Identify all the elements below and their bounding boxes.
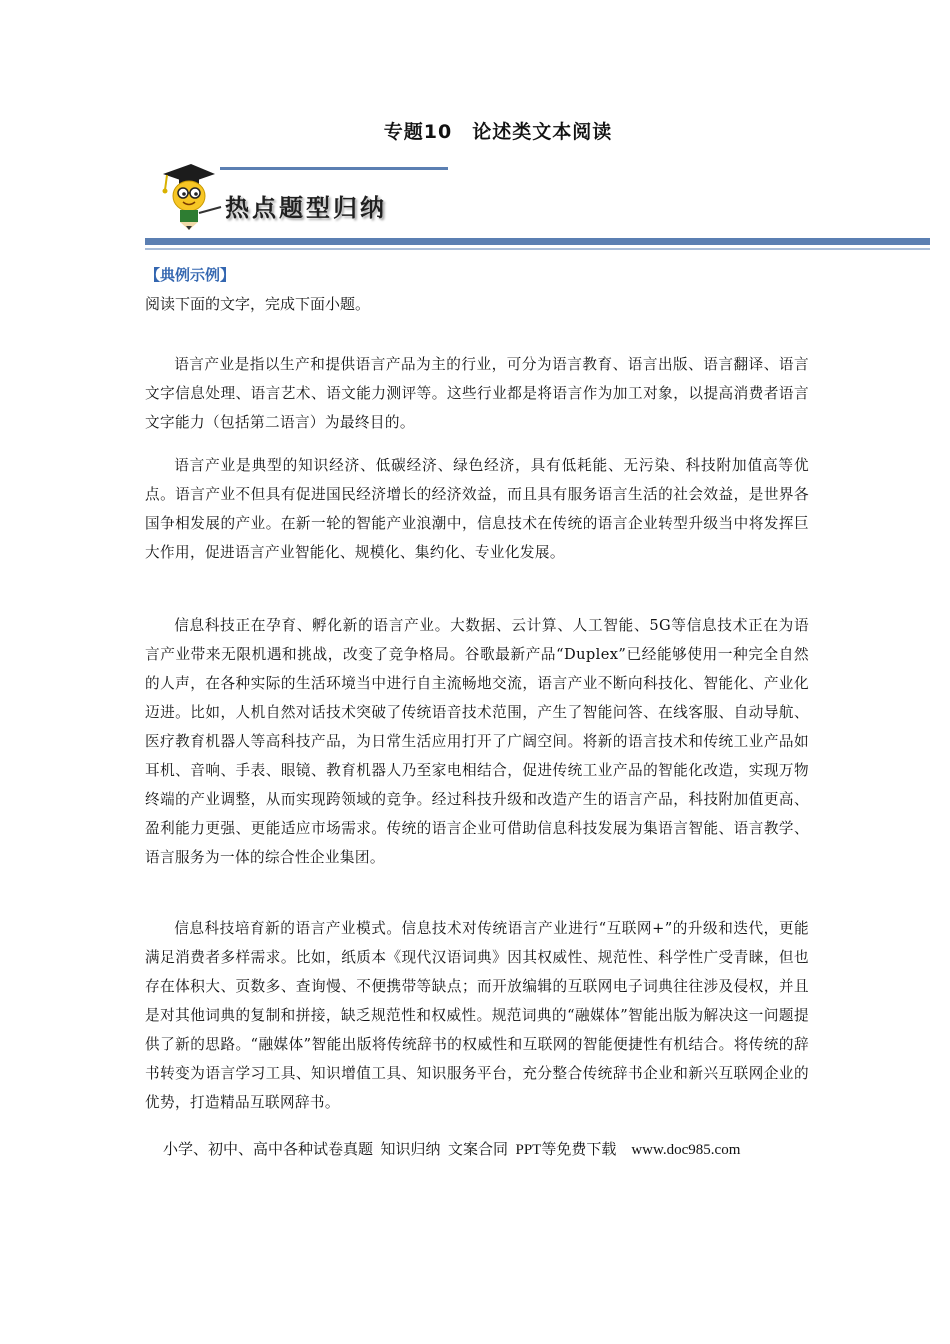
footer-download-note: 小学、初中、高中各种试卷真题 知识归纳 文案合同 PPT等免费下载 www.doc985.com (163, 1142, 741, 1158)
passage-paragraph-4: 信息科技培育新的语言产业模式。信息技术对传统语言产业进行“互联网+”的升级和迭代，更能满足消费者多样需求。比如，纸质本《现代汉语词典》因其权威性、规范性、科学性广受青睐，但也存在体积大、页数多、查询慢、不便携带等缺点；而开放编辑的互联网电子词典往往涉及侵权，并且是对其他词典的复制和拼接，缺乏规范性和权威性。规范词典的“融媒体”智能出版为解决这一问题提供了新的思路。“融媒体”智能出版将传统辞书的权威性和互联网的智能便捷性有机结合。将传统的辞书转变为语言学习工具、知识增值工具、知识服务平台，充分整合传统辞书企业和新兴互联网企业的优势，打造精品互联网辞书。 (145, 919, 809, 1111)
passage-paragraph-1: 语言产业是指以生产和提供语言产品为主的行业，可分为语言教育、语言出版、语言翻译、语言文字信息处理、语言艺术、语文能力测评等。这些行业都是将语言作为加工对象，以提高消费者语言文字能力（包括第二语言）为最终目的。 (145, 355, 809, 431)
section-banner (145, 160, 950, 250)
graduate-pencil-mascot-icon (153, 160, 223, 232)
banner-top-line (220, 167, 448, 170)
banner-title: 热点题型归纳 (225, 193, 387, 222)
banner-divider-bar (145, 238, 930, 245)
section-label: 【典例示例】 (145, 266, 236, 284)
page-title: 专题10 论述类文本阅读 (383, 121, 613, 143)
banner-divider-thin (145, 248, 930, 250)
passage-paragraph-2: 语言产业是典型的知识经济、低碳经济、绿色经济，具有低耗能、无污染、科技附加值高等优点。语言产业不但具有促进国民经济增长的经济效益，而且具有服务语言生活的社会效益，是世界各国争相发展的产业。在新一轮的智能产业浪潮中，信息技术在传统的语言企业转型升级当中将发挥巨大作用，促进语言产业智能化、规模化、集约化、专业化发展。 (145, 456, 809, 561)
instruction-text: 阅读下面的文字，完成下面小题。 (145, 295, 371, 313)
passage-paragraph-3: 信息科技正在孕育、孵化新的语言产业。大数据、云计算、人工智能、5G等信息技术正在为语言产业带来无限机遇和挑战，改变了竞争格局。谷歌最新产品“Duplex”已经能够使用一种完全自然的人声，在各种实际的生活环境当中进行自主流畅地交流，语言产业不断向科技化、智能化、产业化迈进。比如，人机自然对话技术突破了传统语音技术范围，产生了智能问答、在线客服、自动导航、医疗教育机器人等高科技产品，为日常生活应用打开了广阔空间。将新的语言技术和传统工业产品如耳机、音响、手表、眼镜、教育机器人乃至家电相结合，促进传统工业产品的智能化改造，实现万物终端的产业调整，从而实现跨领域的竞争。经过科技升级和改造产生的语言产品，科技附加值更高、盈利能力更强、更能适应市场需求。传统的语言企业可借助信息科技发展为集语言智能、语言教学、语言服务为一体的综合性企业集团。 (145, 616, 809, 866)
